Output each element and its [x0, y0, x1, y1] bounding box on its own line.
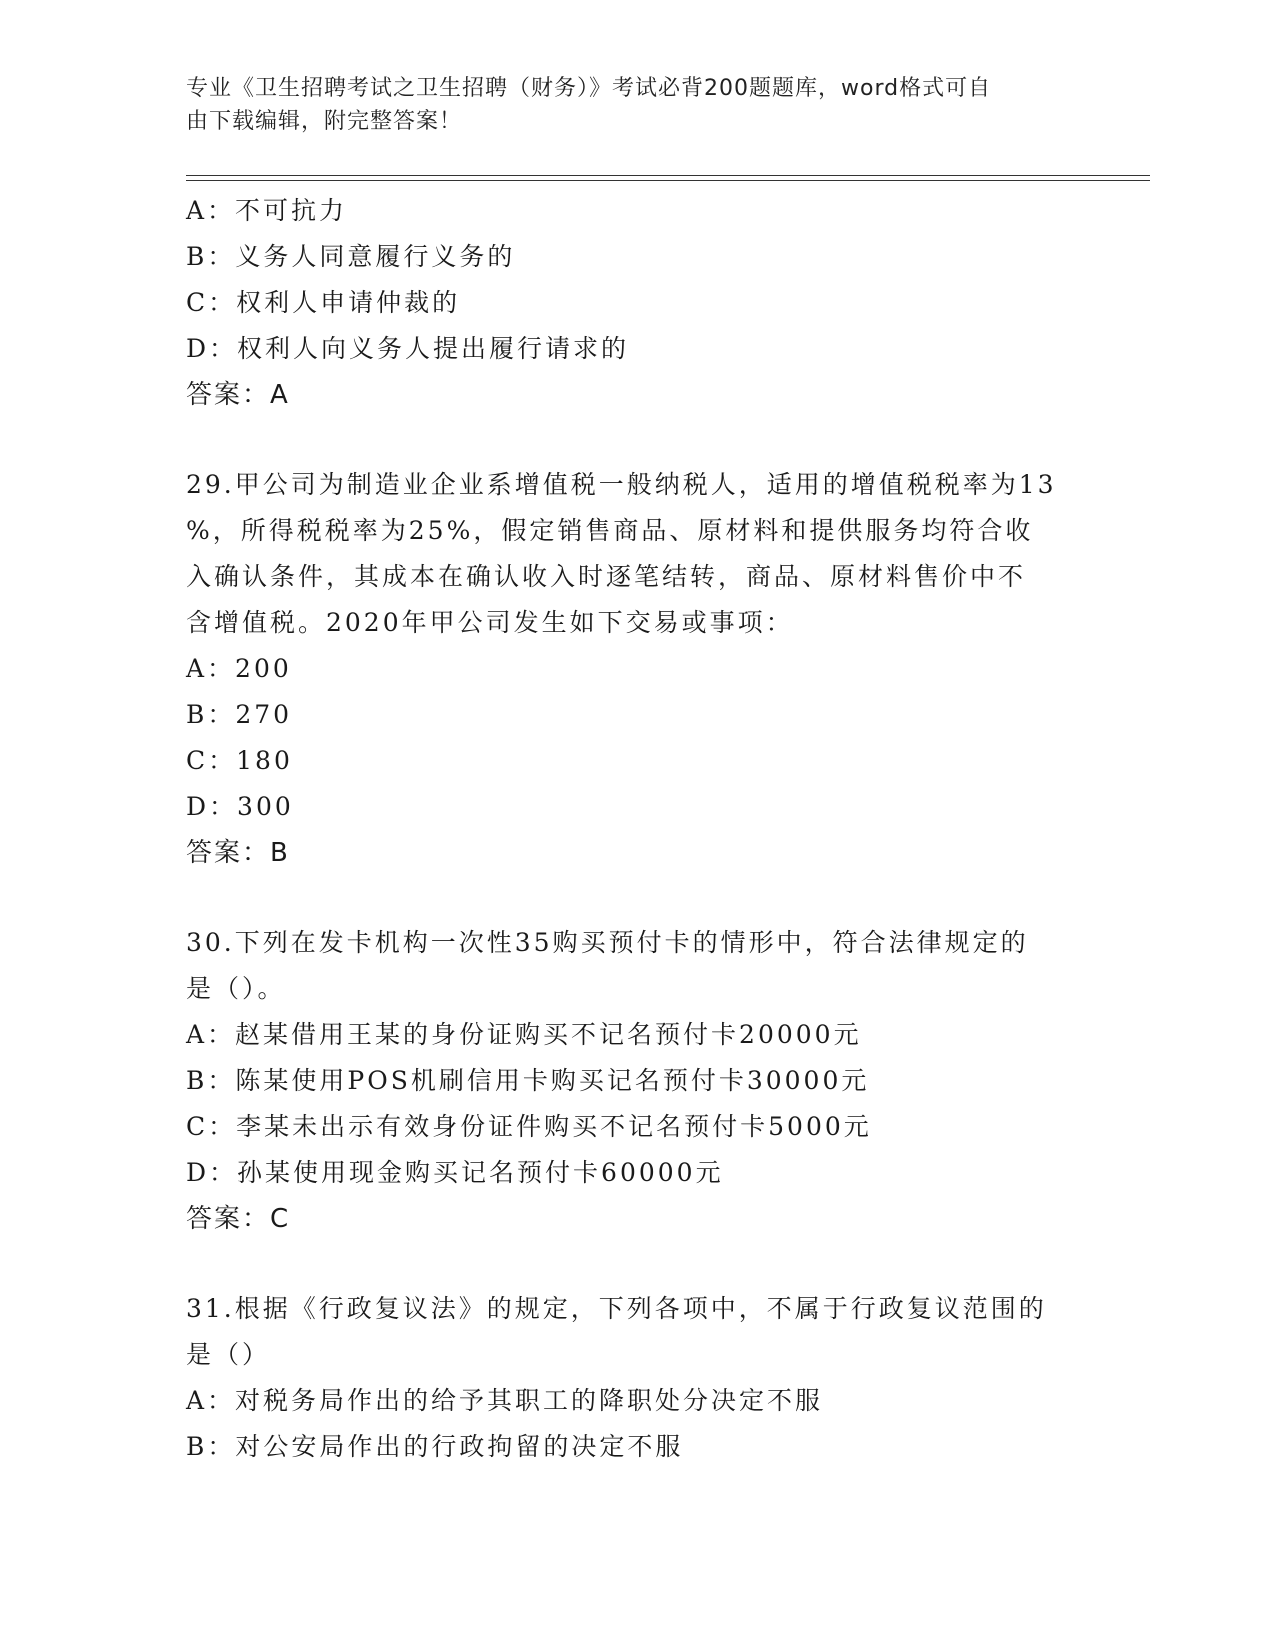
- option-b: B：陈某使用POS机刷信用卡购买记名预付卡30000元: [186, 1066, 870, 1095]
- option-c: C：李某未出示有效身份证件购买不记名预付卡5000元: [186, 1112, 872, 1141]
- option-c: C：180: [186, 746, 293, 775]
- document-header: [186, 72, 1066, 138]
- option-b: B：270: [186, 700, 293, 729]
- question-stem-line: 29.甲公司为制造业企业系增值税一般纳税人，适用的增值税税率为13: [186, 470, 1057, 499]
- question-stem-line: 含增值税。2020年甲公司发生如下交易或事项：: [186, 608, 794, 637]
- question-31: [186, 1286, 1086, 1470]
- header-line-2: 由下载编辑，附完整答案！: [186, 109, 463, 134]
- option-d: D：300: [186, 792, 294, 821]
- option-b: B：对公安局作出的行政拘留的决定不服: [186, 1432, 684, 1461]
- answer: 答案：C: [186, 1204, 291, 1234]
- option-b: B：义务人同意履行义务的: [186, 242, 516, 271]
- header-divider-bottom: [186, 180, 1150, 181]
- question-stem-line: %，所得税税率为25%，假定销售商品、原材料和提供服务均符合收: [186, 516, 1034, 545]
- answer: 答案：B: [186, 838, 290, 868]
- option-d: D：权利人向义务人提出履行请求的: [186, 334, 630, 363]
- option-a: A：赵某借用王某的身份证购买不记名预付卡20000元: [186, 1020, 862, 1049]
- question-stem-line: 30.下列在发卡机构一次性35购买预付卡的情形中，符合法律规定的: [186, 928, 1029, 957]
- question-stem-line: 入确认条件，其成本在确认收入时逐笔结转，商品、原材料售价中不: [186, 562, 1027, 591]
- option-a: A：200: [186, 654, 292, 683]
- option-d: D：孙某使用现金购买记名预付卡60000元: [186, 1158, 724, 1187]
- question-stem-line: 31.根据《行政复议法》的规定，下列各项中，不属于行政复议范围的: [186, 1294, 1047, 1323]
- question-stem-line: 是（）: [186, 1340, 271, 1369]
- header-line-1: 专业《卫生招聘考试之卫生招聘（财务）》考试必背200题题库，word格式可自: [186, 76, 992, 101]
- option-c: C：权利人申请仲裁的: [186, 288, 461, 317]
- question-list: [186, 188, 1086, 1470]
- question-30: [186, 920, 1086, 1242]
- answer: 答案：A: [186, 380, 290, 410]
- option-a: A：对税务局作出的给予其职工的降职处分决定不服: [186, 1386, 824, 1415]
- question-stem-line: 是（）。: [186, 974, 286, 1003]
- option-a: A：不可抗力: [186, 196, 348, 225]
- spacer: [186, 1242, 1086, 1286]
- question-29: [186, 462, 1086, 876]
- spacer: [186, 418, 1086, 462]
- header-divider-top: [186, 175, 1150, 176]
- spacer: [186, 876, 1086, 920]
- question-28: [186, 188, 1086, 418]
